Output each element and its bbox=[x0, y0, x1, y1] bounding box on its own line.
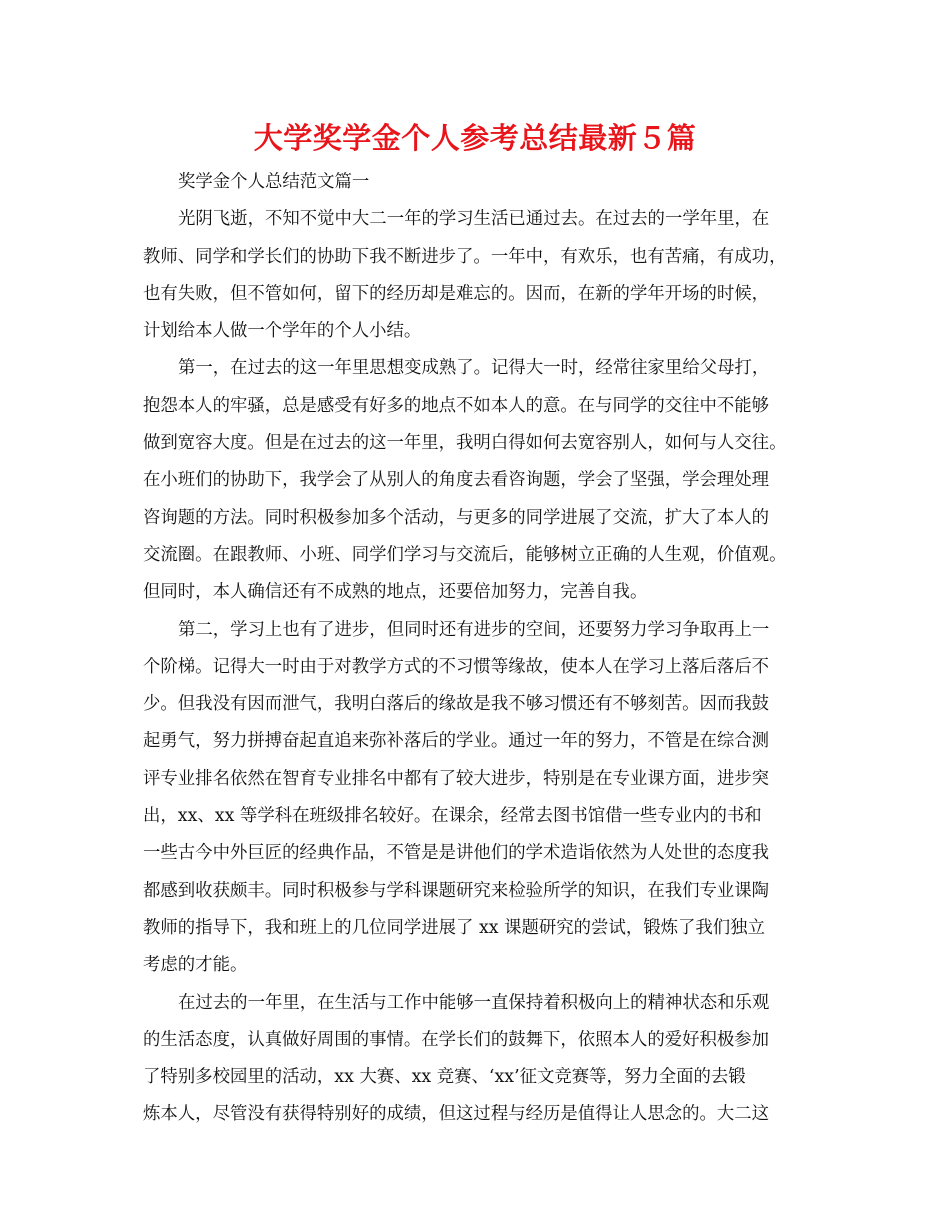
text-line: 了特别多校园里的活动，xx 大赛、xx 竞赛、‘xx’征文竞赛等，努力全面的去锻 bbox=[143, 1067, 746, 1088]
text-line: 教师的指导下，我和班上的几位同学进展了 xx 课题研究的尝试，锻炼了我们独立 bbox=[143, 917, 765, 938]
text-line: 起勇气，努力拼搏奋起直追来弥补落后的学业。通过一年的努力，不管是在综合测 bbox=[143, 731, 770, 752]
text-line: 交流圈。在跟教师、小班、同学们学习与交流后，能够树立正确的人生观，价值观。 bbox=[143, 544, 787, 565]
text-line: 第二，学习上也有了进步，但同时还有进步的空间，还要努力学习争取再上一 bbox=[178, 619, 770, 640]
text-line: 也有失败，但不管如何，留下的经历却是难忘的。因而，在新的学年开场的时候， bbox=[143, 283, 770, 304]
text-line: 第一，在过去的这一年里思想变成熟了。记得大一时，经常往家里给父母打， bbox=[178, 358, 770, 379]
text-line: 但同时，本人确信还有不成熟的地点，还要倍加努力，完善自我。 bbox=[143, 582, 648, 603]
text-line: 的生活态度，认真做好周围的事情。在学长们的鼓舞下，依照本人的爱好积极参加 bbox=[143, 1029, 770, 1050]
text-line: 个阶梯。记得大一时由于对教学方式的不习惯等缘故，使本人在学习上落后落后不 bbox=[143, 656, 770, 677]
text-line: 少。但我没有因而泄气，我明白落后的缘故是我不够习惯还有不够刻苦。因而我鼓 bbox=[143, 694, 770, 715]
text-line: 咨询题的方法。同时积极参加多个活动，与更多的同学进展了交流，扩大了本人的 bbox=[143, 507, 770, 528]
text-line: 出，xx、xx 等学科在班级排名较好。在课余，经常去图书馆借一些专业内的书和 bbox=[143, 806, 762, 827]
text-line: 在过去的一年里，在生活与工作中能够一直保持着积极向上的精神状态和乐观 bbox=[178, 992, 770, 1013]
document-body bbox=[143, 164, 823, 1134]
text-line: 光阴飞逝，不知不觉中大二一年的学习生活已通过去。在过去的一学年里，在 bbox=[178, 209, 770, 230]
text-line: 都感到收获颇丰。同时积极参与学科课题研究来检验所学的知识，在我们专业课陶 bbox=[143, 880, 770, 901]
text-line: 计划给本人做一个学年的个人小结。 bbox=[143, 321, 422, 342]
document-title: 大学奖学金个人参考总结最新５篇 bbox=[253, 121, 697, 155]
text-line: 奖学金个人总结范文篇一 bbox=[178, 172, 370, 192]
text-line: 教师、同学和学长们的协助下我不断进步了。一年中，有欢乐，也有苦痛，有成功， bbox=[143, 246, 787, 267]
text-line: 考虑的才能。 bbox=[143, 955, 248, 976]
text-line: 炼本人，尽管没有获得特别好的成绩，但这过程与经历是值得让人思念的。大二这 bbox=[143, 1104, 770, 1125]
text-line: 抱怨本人的牢骚，总是感受有好多的地点不如本人的意。在与同学的交往中不能够 bbox=[143, 395, 770, 416]
text-line: 做到宽容大度。但是在过去的这一年里，我明白得如何去宽容别人，如何与人交往。 bbox=[143, 433, 787, 454]
text-line: 一些古今中外巨匠的经典作品，不管是是讲他们的学术造诣依然为人处世的态度我 bbox=[143, 843, 770, 864]
text-line: 在小班们的协助下，我学会了从别人的角度去看咨询题，学会了坚强，学会理处理 bbox=[143, 470, 770, 491]
text-line: 评专业排名依然在智育专业排名中都有了较大进步，特别是在专业课方面，进步突 bbox=[143, 768, 770, 789]
